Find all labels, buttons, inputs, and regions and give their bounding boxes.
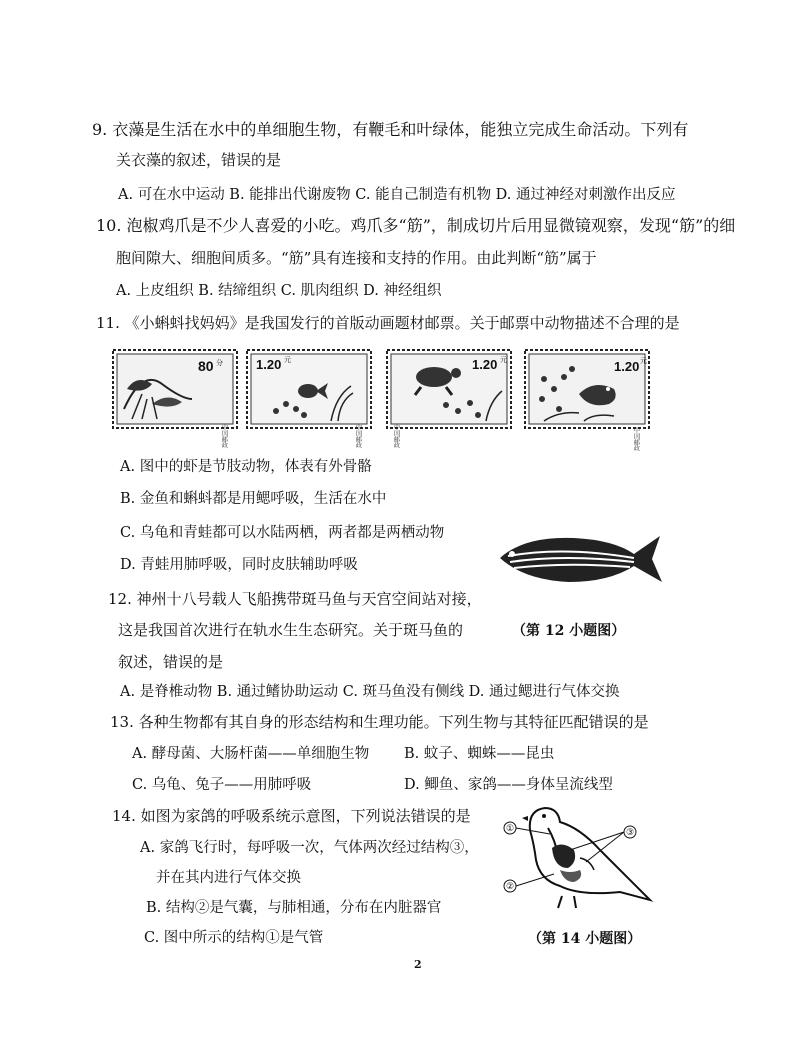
q10-options: A. 上皮组织 B. 结缔组织 C. 肌肉组织 D. 神经组织 — [116, 283, 442, 299]
q14-option-a-line1: A. 家鸽飞行时，每呼吸一次，气体两次经过结构③， — [140, 840, 479, 856]
q12-stem-line2: 这是我国首次进行在轨水生生态研究。关于斑马鱼的 — [118, 621, 464, 639]
page-number: 2 — [414, 958, 422, 971]
q14-figure-caption: （第 14 小题图） — [528, 931, 642, 947]
q13-option-a: A. 酵母菌、大肠杆菌——单细胞生物 — [132, 746, 370, 762]
q11-option-b: B. 金鱼和蝌蚪都是用鳃呼吸，生活在水中 — [120, 491, 387, 507]
pigeon-label-2: ② — [505, 882, 515, 892]
q10-stem-line1: 10. 泡椒鸡爪是不少人喜爱的小吃。鸡爪多“筋”，制成切片后用显微镜观察，发现“筋”的细 — [96, 216, 736, 235]
stamp-2-country: 中国邮政 — [354, 424, 362, 448]
stamp-4-unit: 元 — [640, 358, 647, 365]
stamp-3-value: 1.20 — [472, 357, 498, 372]
q14-option-c: C. 图中所示的结构①是气管 — [144, 930, 324, 946]
pigeon-label-3: ③ — [625, 828, 635, 838]
pigeon-respiratory-figure — [500, 800, 660, 912]
q11-option-c: C. 乌龟和青蛙都可以水陆两栖，两者都是两栖动物 — [120, 525, 445, 541]
q9-stem-line2: 关衣藻的叙述，错误的是 — [116, 151, 282, 169]
stamp-turtle — [386, 349, 512, 448]
stamp-1-value: 80 — [198, 358, 214, 374]
q9-options: A. 可在水中运动 B. 能排出代谢废物 C. 能自己制造有机物 D. 通过神经对刺激作出反应 — [118, 187, 676, 203]
q13-stem: 13. 各种生物都有其自身的形态结构和生理功能。下列生物与其特征匹配错误的是 — [110, 713, 649, 731]
stamp-3-unit: 元 — [500, 357, 507, 364]
q14-option-b: B. 结构②是气囊，与肺相通，分布在内脏器官 — [146, 900, 442, 916]
q12-stem-line3: 叙述，错误的是 — [118, 653, 224, 671]
q11-option-d: D. 青蛙用肺呼吸，同时皮肤辅助呼吸 — [120, 557, 358, 573]
q12-stem-line1: 12. 神州十八号载人飞船携带斑马鱼与天宫空间站对接， — [108, 590, 482, 608]
stamp-3-country: 中国邮政 — [392, 424, 400, 448]
q13-option-b: B. 蚊子、蜘蛛——昆虫 — [404, 746, 555, 762]
stamp-goldfish — [246, 349, 372, 448]
stamp-2-value: 1.20 — [256, 357, 282, 372]
stamp-1-country: 中国邮政 — [220, 424, 228, 448]
q11-option-a: A. 图中的虾是节肢动物，体表有外骨骼 — [120, 459, 372, 475]
stamp-2-unit: 元 — [284, 357, 291, 364]
q9-stem-line1: 9. 衣藻是生活在水中的单细胞生物，有鞭毛和叶绿体，能独立完成生命活动。下列有 — [92, 120, 689, 139]
stamp-1-unit: 分 — [216, 360, 223, 367]
stamp-shrimp — [112, 349, 238, 448]
q14-option-a-line2: 并在其内进行气体交换 — [156, 870, 301, 886]
pigeon-label-1: ① — [505, 824, 515, 834]
q14-stem: 14. 如图为家鸽的呼吸系统示意图，下列说法错误的是 — [112, 807, 471, 825]
q11-stem: 11. 《小蝌蚪找妈妈》是我国发行的首版动画题材邮票。关于邮票中动物描述不合理的是 — [96, 314, 680, 332]
stamp-frog — [524, 349, 650, 451]
q10-stem-line2: 胞间隙大、细胞间质多。“筋”具有连接和支持的作用。由此判断“筋”属于 — [116, 249, 597, 267]
zebrafish-figure — [494, 528, 666, 590]
q12-options: A. 是脊椎动物 B. 通过鳍协助运动 C. 斑马鱼没有侧线 D. 通过鳃进行气体交换 — [120, 684, 620, 700]
stamp-4-country: 中国邮政 — [632, 427, 640, 451]
q13-option-d: D. 鲫鱼、家鸽——身体呈流线型 — [404, 777, 613, 793]
q12-figure-caption: （第 12 小题图） — [512, 623, 626, 639]
stamp-4-value: 1.20 — [614, 359, 640, 374]
q13-option-c: C. 乌龟、兔子——用肺呼吸 — [132, 777, 312, 793]
